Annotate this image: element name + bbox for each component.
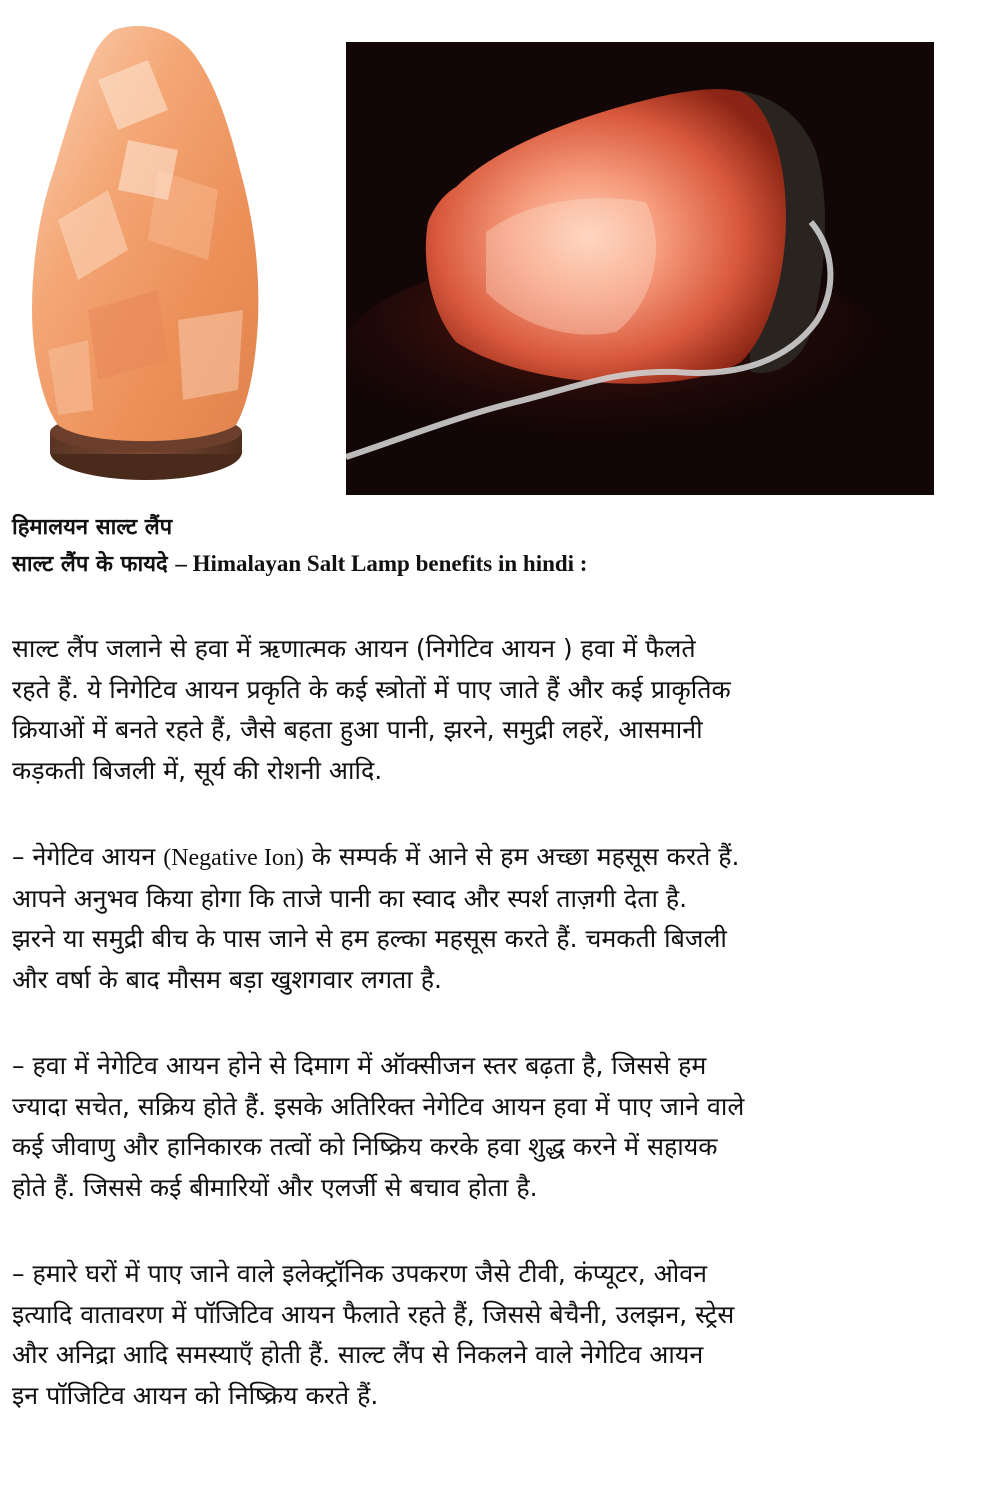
line-part: – नेगेटिव आयन xyxy=(12,842,156,871)
paragraph-1 xyxy=(12,629,977,791)
article-subtitle xyxy=(12,546,977,583)
article-title: हिमालयन साल्ट लैंप xyxy=(12,515,173,540)
paragraph-line: कड़कती बिजली में, सूर्य की रोशनी आदि. xyxy=(12,755,383,785)
paragraph-line: – हवा में नेगेटिव आयन होने से दिमाग में ऑक्सीजन स्तर बढ़ता है, जिससे हम xyxy=(12,1051,707,1080)
paragraph-4 xyxy=(12,1254,977,1416)
paragraph-line: इन पॉजिटिव आयन को निष्क्रिय करते हैं. xyxy=(12,1380,379,1410)
glowing-salt-lamp-photo xyxy=(346,42,934,495)
paragraph-line: और वर्षा के बाद मौसम बड़ा खुशगवार लगता है. xyxy=(12,964,442,994)
paragraph-line: कई जीवाणु और हानिकारक तत्वों को निष्क्रिय करके हवा शुद्ध करने में सहायक xyxy=(12,1132,718,1161)
paragraph-line: रहते हैं. ये निगेटिव आयन प्रकृति के कई स्त्रोतों में पाए जाते हैं और कई प्राकृतिक xyxy=(12,674,731,704)
line-part: के सम्पर्क में आने से हम अच्छा महसूस करते हैं. xyxy=(311,842,740,871)
paragraph-2 xyxy=(12,837,977,1000)
salt-lamp-photo xyxy=(18,20,268,490)
paragraph-line xyxy=(12,837,977,879)
paragraph-line: – हमारे घरों में पाए जाने वाले इलेक्ट्रॉनिक उपकरण जैसे टीवी, कंप्यूटर, ओवन xyxy=(12,1259,708,1288)
paragraph-3 xyxy=(12,1046,977,1208)
paragraph-line: होते हैं. जिससे कई बीमारियों और एलर्जी से बचाव होता है. xyxy=(12,1172,538,1202)
paragraph-line: ज्यादा सचेत, सक्रिय होते हैं. इसके अतिरिक्त नेगेटिव आयन हवा में पाए जाने वाले xyxy=(12,1091,745,1121)
paragraph-line: और अनिद्रा आदि समस्याएँ होती हैं. साल्ट लैंप से निकलने वाले नेगेटिव आयन xyxy=(12,1340,704,1369)
paragraph-line: इत्यादि वातावरण में पॉजिटिव आयन फैलाते रहते हैं, जिससे बेचैनी, उलझन, स्ट्रेस xyxy=(12,1299,735,1329)
subtitle-hindi: साल्ट लैंप के फायदे xyxy=(12,552,168,577)
paragraph-line: क्रियाओं में बनते रहते हैं, जैसे बहता हुआ पानी, झरने, समुद्री लहरें, आसमानी xyxy=(12,715,703,744)
paragraph-line: आपने अनुभव किया होगा कि ताजे पानी का स्वाद और स्पर्श ताज़गी देता है. xyxy=(12,883,688,913)
paragraph-line: झरने या समुद्री बीच के पास जाने से हम हल्का महसूस करते हैं. चमकती बिजली xyxy=(12,924,727,953)
product-images xyxy=(0,0,989,500)
subtitle-english: – Himalayan Salt Lamp benefits in hindi : xyxy=(175,551,588,576)
negative-ion-term: (Negative Ion) xyxy=(163,845,304,871)
paragraph-line: साल्ट लैंप जलाने से हवा में ऋणात्मक आयन (निगेटिव आयन ) हवा में फैलते xyxy=(12,634,696,663)
article xyxy=(12,510,977,1416)
